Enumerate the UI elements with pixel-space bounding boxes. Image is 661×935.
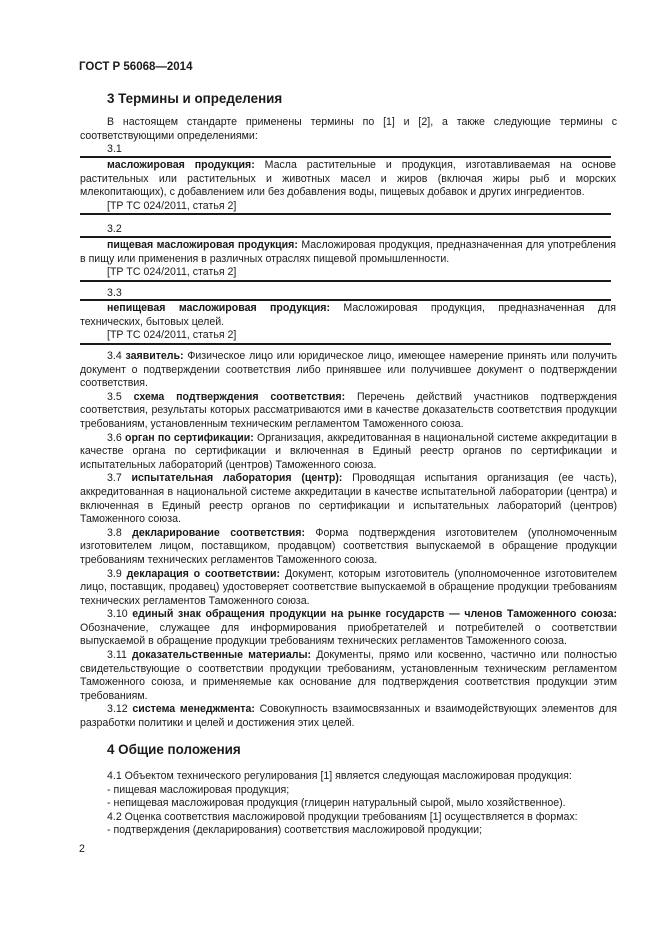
- term-number: 3.10: [107, 608, 128, 621]
- term-name: заявитель:: [125, 350, 184, 362]
- term-text: Перечень действий участников подтверждения соответствия, результаты которых рассматриваются ими в качестве доказательств соответствия продукции требованиям, установленным техническим регламентом Таможенного союза.: [80, 390, 617, 430]
- term-name: доказательственные материалы:: [132, 649, 312, 662]
- term-number: 3.8: [107, 526, 122, 539]
- term-number: 3.1: [107, 143, 122, 155]
- term-box-3-2: [80, 236, 617, 282]
- term-text: Масла растительные и продукция, изготавливаемая на основе растительных или растительных и животных масел и жиров (включая жиры рыб и морских млекопитающих), с добавлением или без добавления воды, пищевых добавок и других ингредиентов.: [80, 159, 616, 199]
- term-number: 3.9: [107, 567, 122, 580]
- term-reference: [ТР ТС 024/2011, статья 2]: [107, 329, 237, 342]
- term-text: Физическое лицо или юридическое лицо, имеющее намерение принять или получить документ о подтверждении соответствия либо принявшее или получившее документ о подтверждении соответствия.: [80, 350, 618, 390]
- terms-list: [80, 350, 617, 731]
- section-4-title: 4 Общие положения: [107, 742, 241, 757]
- term-text: Форма подтверждения изготовителем (уполномоченным изготовителем лицом, поставщиком, продавцом) соответствия выпускаемой в обращение продукции требованиям технических регламентов Таможенного союза.: [80, 526, 617, 566]
- body-line: - пищевая масложировая продукция;: [107, 783, 290, 796]
- term-text: Совокупность взаимосвязанных и взаимодействующих элементов для разработки политики и целей и достижения этих целей.: [80, 703, 618, 730]
- body-line: 4.2 Оценка соответствия масложировой продукции требованиям [1] осуществляется в формах:: [107, 810, 578, 823]
- term-number: 3.12: [107, 703, 128, 716]
- term-number: 3.3: [107, 287, 122, 299]
- term-paragraph: [80, 432, 617, 473]
- term-text: Масложировая продукция, предназначенная для технических, бытовых целей.: [80, 302, 616, 328]
- document-header: ГОСТ Р 56068—2014: [79, 61, 193, 73]
- term-paragraph: [80, 608, 617, 649]
- term-name: пищевая масложировая продукция:: [107, 239, 298, 251]
- term-name: декларация о соответствии:: [126, 567, 281, 580]
- term-name: единый знак обращения продукции на рынке государств — членов Таможенного союза:: [132, 608, 617, 621]
- term-name: орган по сертификации:: [124, 431, 254, 444]
- term-definition: [80, 302, 616, 329]
- term-box-3-1: [80, 156, 616, 215]
- term-reference: [ТР ТС 024/2011, статья 2]: [107, 266, 237, 279]
- body-line: - подтверждения (декларирования) соответствия масложировой продукции;: [107, 824, 483, 837]
- body-line: 4.1 Объектом технического регулирования [1] является следующая масложировая продукция:: [107, 770, 572, 782]
- term-paragraph: [80, 472, 617, 526]
- term-definition: [80, 239, 616, 266]
- term-paragraph: [80, 527, 617, 568]
- term-reference: [ТР ТС 024/2011, статья 2]: [107, 199, 237, 212]
- term-name: декларирование соответствия:: [132, 526, 305, 539]
- term-number: 3.5: [107, 390, 122, 403]
- section-3-intro: [80, 116, 617, 143]
- term-name: масложировая продукция:: [107, 159, 255, 171]
- section-4-body: [80, 770, 617, 838]
- term-paragraph: [80, 391, 617, 432]
- term-text: Организация, аккредитованная в национальной системе аккредитации в качестве органа по сертификации и включенная в Единый реестр органов по сертификации и испытательных лабораторий (центров) Таможенного союза.: [80, 431, 617, 471]
- term-paragraph: [80, 703, 617, 730]
- body-line: - непищевая масложировая продукция (глицерин натуральный сырой, мыло хозяйственное).: [107, 797, 566, 810]
- term-number: 3.11: [107, 649, 127, 662]
- page-number: 2: [79, 843, 85, 855]
- term-text: Масложировая продукция, предназначенная для употребления в пищу или применения в различных отраслях пищевой промышленности.: [80, 239, 617, 265]
- term-definition: [80, 159, 616, 200]
- term-box-3-3: [80, 299, 616, 345]
- term-text: Документы, прямо или косвенно, частично или полностью свидетельствующие о соответствии продукции требованиям, установленным техническим регламентом Таможенного союза, и применяемые как основание для подтверждения соответствия продукции этим требованиям.: [80, 649, 617, 702]
- term-number: 3.2: [107, 223, 122, 235]
- term-number: 3.7: [107, 472, 122, 485]
- term-text: Проводящая испытания организация (ее часть), аккредитованная в национальной системе аккредитации в качестве испытательной лаборатории (центра) и включенная в Единый реестр органов по сертификации и испытательных лабораторий (центров) Таможенного союза.: [80, 472, 617, 526]
- term-name: схема подтверждения соответствия:: [133, 390, 346, 403]
- term-text: Документ, которым изготовитель (уполномоченное изготовителем лицо, поставщик, продавец) удостоверяет соответствие выпускаемой в обращение продукции требованиям технических регламентов Таможенного союза.: [80, 567, 617, 607]
- intro-paragraph: В настоящем стандарте применены термины по [1] и [2], а также следующие термины с соответствующими определениями:: [80, 116, 617, 142]
- term-name: непищевая масложировая продукция:: [107, 302, 331, 314]
- term-name: система менеджмента:: [132, 703, 255, 716]
- term-paragraph: [80, 350, 617, 391]
- term-name: испытательная лаборатория (центр):: [131, 472, 343, 485]
- term-number: 3.4: [107, 350, 122, 362]
- term-text: Обозначение, служащее для информирования приобретателей и потребителей о соответствии выпускаемой в обращение продукции требованиям технических регламентов Таможенного союза.: [80, 621, 617, 648]
- term-number: 3.6: [107, 431, 122, 444]
- term-paragraph: [80, 649, 617, 703]
- section-3-title: 3 Термины и определения: [107, 91, 283, 106]
- term-paragraph: [80, 568, 617, 609]
